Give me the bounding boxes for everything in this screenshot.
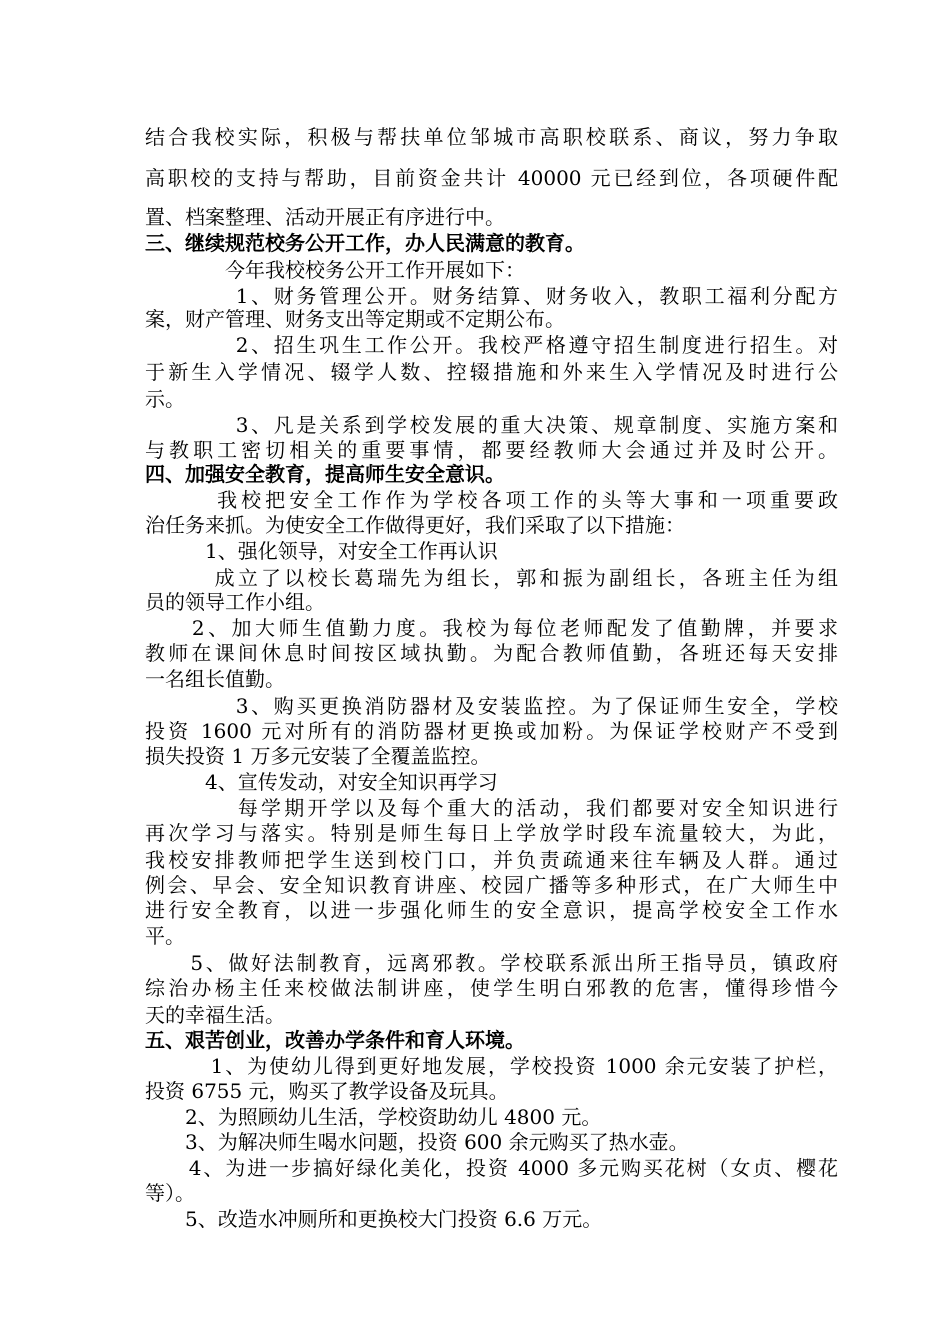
text-line: 我校把安全工作作为学校各项工作的头等大事和一项重要政: [145, 488, 838, 512]
text-line: 平。: [145, 924, 185, 948]
text-line: 4、为进一步搞好绿化美化，投资 4000 多元购买花树（女贞、樱花: [145, 1156, 838, 1180]
text-line: 案，财产管理、财务支出等定期或不定期公布。: [145, 307, 565, 331]
text-line: 等）。: [145, 1181, 195, 1205]
text-line: 5、改造水冲厕所和更换校大门投资 6.6 万元。: [145, 1207, 603, 1231]
text-line: 损失投资 1 万多元安装了全覆盖监控。: [145, 744, 491, 768]
text-line: 今年我校校务公开工作开展如下：: [145, 258, 525, 282]
text-line: 示。: [145, 387, 185, 411]
text-line: 治任务来抓。为使安全工作做得更好，我们采取了以下措施：: [145, 513, 685, 537]
text-line: 投资 6755 元，购买了教学设备及玩具。: [145, 1079, 509, 1103]
text-line: 高职校的支持与帮助，目前资金共计 40000 元已经到位，各项硬件配: [145, 166, 838, 190]
text-line: 3、购买更换消防器材及安装监控。为了保证师生安全，学校: [145, 694, 838, 718]
text-line: 与教职工密切相关的重要事情，都要经教师大会通过并及时公开。: [145, 438, 838, 462]
text-line: 4、宣传发动，对安全知识再学习: [145, 770, 498, 794]
text-line: 于新生入学情况、辍学人数、控辍措施和外来生入学情况及时进行公: [145, 360, 838, 384]
section-heading: 五、艰苦创业，改善办学条件和育人环境。: [145, 1028, 525, 1052]
text-line: 再次学习与落实。特别是师生每日上学放学时段车流量较大，为此，: [145, 821, 838, 845]
text-line: 1、强化领导，对安全工作再认识: [145, 539, 498, 563]
section-heading: 三、继续规范校务公开工作，办人民满意的教育。: [145, 231, 585, 255]
text-line: 综治办杨主任来校做法制讲座，使学生明白邪教的危害，懂得珍惜今: [145, 976, 838, 1000]
text-line: 教师在课间休息时间按区域执勤。为配合教师值勤，各班还每天安排: [145, 641, 838, 665]
text-line: 5、做好法制教育，远离邪教。学校联系派出所王指导员，镇政府: [145, 951, 838, 975]
text-line: 例会、早会、安全知识教育讲座、校园广播等多种形式，在广大师生中: [145, 873, 838, 897]
text-line: 结合我校实际，积极与帮扶单位邹城市高职校联系、商议，努力争取: [145, 125, 838, 149]
text-line: 我校安排教师把学生送到校门口，并负责疏通来往车辆及人群。通过: [145, 848, 838, 872]
text-line: 2、加大师生值勤力度。我校为每位老师配发了值勤牌，并要求: [145, 616, 838, 640]
text-line: 3、为解决师生喝水问题，投资 600 余元购买了热水壶。: [145, 1130, 689, 1154]
text-line: 进行安全教育，以进一步强化师生的安全意识，提高学校安全工作水: [145, 898, 838, 922]
text-line: 置、档案整理、活动开展正有序进行中。: [145, 205, 505, 229]
text-line: 成立了以校长葛瑞先为组长，郭和振为副组长，各班主任为组: [145, 566, 838, 590]
section-heading: 四、加强安全教育，提高师生安全意识。: [145, 462, 505, 486]
text-line: 员的领导工作小组。: [145, 590, 325, 614]
text-line: 1、财务管理公开。财务结算、财务收入，教职工福利分配方: [145, 284, 838, 308]
text-line: 投资 1600 元对所有的消防器材更换或加粉。为保证学校财产不受到: [145, 719, 838, 743]
text-line: 1、为使幼儿得到更好地发展，学校投资 1000 余元安装了护栏，: [145, 1054, 838, 1078]
text-line: 一名组长值勤。: [145, 667, 285, 691]
text-line: 3、凡是关系到学校发展的重大决策、规章制度、实施方案和: [145, 413, 838, 437]
text-line: 2、为照顾幼儿生活，学校资助幼儿 4800 元。: [145, 1105, 602, 1129]
text-line: 2、招生巩生工作公开。我校严格遵守招生制度进行招生。对: [145, 333, 838, 357]
text-line: 天的幸福生活。: [145, 1003, 285, 1027]
text-line: 每学期开学以及每个重大的活动，我们都要对安全知识进行: [145, 796, 838, 820]
